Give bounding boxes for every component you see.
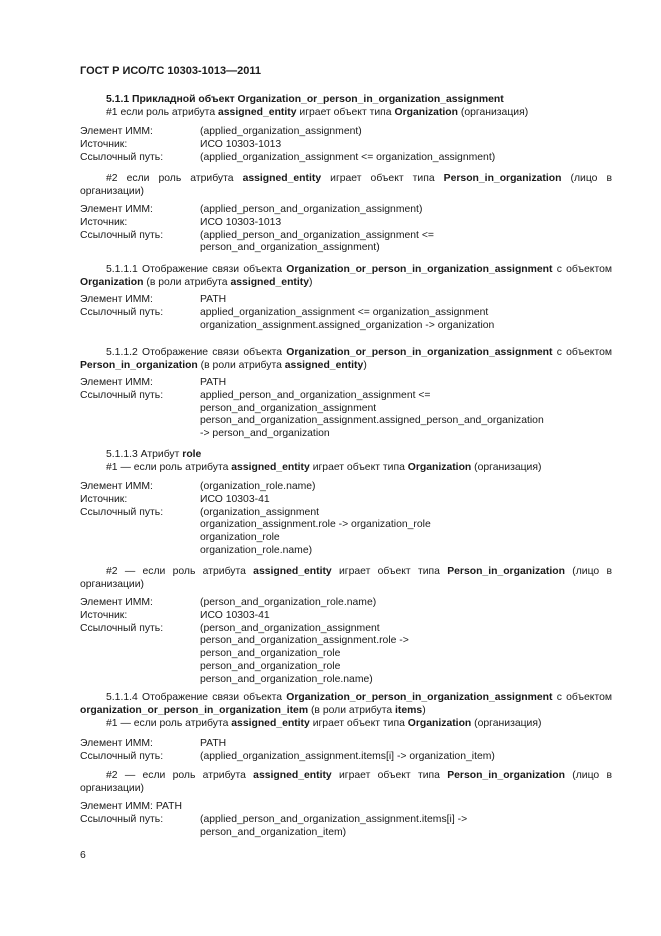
paragraph <box>80 462 612 475</box>
bold-term: Organization <box>394 107 458 118</box>
mapping-value <box>200 738 612 751</box>
mapping-row <box>80 390 612 441</box>
text-run: #2 — если роль атрибута <box>106 566 254 577</box>
mapping-table <box>80 481 612 558</box>
mapping-row <box>80 152 612 165</box>
mapping-label: Ссылочный путь: <box>80 151 164 163</box>
bold-term: assigned_entity <box>231 462 310 473</box>
text-run: 5.1.1.1 Отображение связи объекта <box>106 264 287 275</box>
section-heading-text: 5.1.1 Прикладной объект Organization_or_person_in_organization_assignment <box>106 94 504 105</box>
bold-term: Person_in_organization <box>447 770 565 781</box>
mapping-row <box>80 597 612 610</box>
mapping-value <box>200 126 612 139</box>
text-run: #1 — если роль атрибута <box>106 462 232 473</box>
mapping-row <box>80 751 612 764</box>
bold-term: assigned_entity <box>231 718 310 729</box>
mapping-value-line: person_and_organization_role <box>200 648 341 660</box>
mapping-value <box>200 597 612 610</box>
text-run: #1 — если роль атрибута <box>106 718 232 729</box>
mapping-label: Источник: <box>80 609 128 621</box>
paragraph <box>80 801 612 814</box>
paragraph <box>80 718 612 731</box>
text-run: (организация) <box>458 107 529 118</box>
text-run: ) <box>309 276 313 288</box>
mapping-value-line: applied_person_and_organization_assignment <= <box>200 389 431 401</box>
page-number: 6 <box>80 850 86 861</box>
mapping-value-line: (applied_person_and_organization_assignment.items[i] -> <box>200 814 468 825</box>
mapping-value <box>200 377 612 390</box>
bold-term: role <box>182 449 202 460</box>
bold-term: assigned_entity <box>253 566 332 577</box>
text-run: #2 — если роль атрибута <box>106 770 254 781</box>
paragraph <box>80 173 612 199</box>
mapping-value <box>200 751 612 764</box>
mapping-value-line: person_and_organization_item) <box>200 826 347 838</box>
text-run: #2 если роль атрибута <box>106 173 243 184</box>
mapping-row <box>80 738 612 751</box>
mapping-value-line: applied_organization_assignment <= organization_assignment <box>200 306 489 318</box>
mapping-label: Элемент ИММ: <box>80 738 153 749</box>
mapping-label: Элемент ИММ: <box>80 481 153 492</box>
text-run: 5.1.1.3 Атрибут <box>106 449 183 460</box>
mapping-value-line: (applied_person_and_organization_assignment <= <box>200 229 434 241</box>
bold-term: assigned_entity <box>284 359 364 371</box>
mapping-value <box>200 230 612 256</box>
text-run: ) <box>363 359 367 371</box>
mapping-value-line: (applied_person_and_organization_assignment) <box>200 204 423 215</box>
mapping-row <box>80 307 612 333</box>
mapping-label: Элемент ИММ: <box>80 597 153 608</box>
mapping-label: Ссылочный путь: <box>80 814 164 825</box>
paragraph <box>80 449 612 462</box>
mapping-value-line: ИСО 10303-41 <box>200 609 270 621</box>
mapping-value <box>200 139 612 152</box>
mapping-label: Элемент ИММ: <box>80 204 153 215</box>
mapping-value-line: person_and_organization_assignment.assigned_person_and_organization <box>200 415 544 427</box>
mapping-row <box>80 507 612 558</box>
text-run: с объектом <box>552 692 613 703</box>
mapping-value <box>200 507 612 558</box>
paragraph <box>80 566 612 592</box>
mapping-row <box>80 481 612 494</box>
mapping-value-line: person_and_organization_role <box>200 660 341 672</box>
paragraph <box>80 347 612 373</box>
mapping-value-line: PATH <box>200 377 227 388</box>
text-run: (лицо в организации) <box>80 566 612 590</box>
mapping-value <box>200 217 612 230</box>
mapping-label: Ссылочный путь: <box>80 506 164 518</box>
mapping-row <box>80 610 612 623</box>
bold-term: Person_in_organization <box>447 566 565 577</box>
mapping-label: Элемент ИММ: <box>80 126 153 137</box>
bold-term: organization_or_person_in_organization_item <box>80 704 309 716</box>
mapping-value-line: PATH <box>200 294 227 305</box>
mapping-table <box>80 377 612 441</box>
bold-term: Organization <box>407 462 472 473</box>
mapping-value-line: person_and_organization_assignment) <box>200 242 380 254</box>
bold-term: Organization <box>80 276 144 288</box>
mapping-row <box>80 494 612 507</box>
mapping-value <box>200 481 612 494</box>
mapping-value <box>200 294 612 307</box>
paragraph <box>80 264 612 290</box>
text-run: Элемент ИММ: PATH <box>80 801 182 812</box>
bold-term: Organization_or_person_in_organization_assignment <box>286 264 553 275</box>
paragraph <box>80 770 612 796</box>
mapping-label: Источник: <box>80 493 128 505</box>
text-run: 5.1.1.2 Отображение связи объекта <box>106 347 287 358</box>
bold-term: Person_in_organization <box>443 173 562 184</box>
mapping-value-line: organization_role <box>200 532 280 544</box>
text-run: (в роли атрибута <box>308 704 396 716</box>
mapping-table <box>80 597 612 687</box>
mapping-label: Ссылочный путь: <box>80 306 164 318</box>
mapping-value <box>200 307 612 333</box>
mapping-value-line: -> person_and_organization <box>200 428 330 440</box>
text-run: (лицо в организации) <box>80 770 612 794</box>
mapping-value-line: person_and_organization_assignment.role -> <box>200 635 409 647</box>
mapping-row <box>80 377 612 390</box>
mapping-row <box>80 814 612 840</box>
mapping-row <box>80 139 612 152</box>
mapping-value <box>200 152 612 165</box>
mapping-row <box>80 204 612 217</box>
mapping-value-line: organization_assignment.role -> organization_role <box>200 519 431 531</box>
mapping-label: Ссылочный путь: <box>80 229 164 241</box>
text-run: (организация) <box>471 718 542 729</box>
text-run: (лицо в организации) <box>80 173 612 197</box>
text-run: с объектом <box>552 264 613 275</box>
mapping-value-line: PATH <box>200 738 227 749</box>
text-run: с объектом <box>552 347 613 358</box>
bold-term: Organization_or_person_in_organization_assignment <box>286 692 553 703</box>
mapping-value-line: (organization_role.name) <box>200 481 316 492</box>
mapping-value <box>200 204 612 217</box>
mapping-label: Ссылочный путь: <box>80 389 164 401</box>
mapping-value-line: person_and_organization_role.name) <box>200 673 373 685</box>
mapping-label: Элемент ИММ: <box>80 294 153 305</box>
mapping-value <box>200 610 612 623</box>
bold-term: Organization <box>407 718 472 729</box>
mapping-value-line: organization_assignment.assigned_organization -> organization <box>200 319 495 331</box>
mapping-value <box>200 814 612 840</box>
text-run: играет объект типа <box>296 107 395 118</box>
mapping-table <box>80 738 612 764</box>
mapping-table <box>80 126 612 164</box>
text-run: играет объект типа <box>321 173 444 184</box>
text-run: (в роли атрибута <box>197 359 285 371</box>
text-run: (организация) <box>471 462 542 473</box>
mapping-table <box>80 814 612 840</box>
bold-term: Person_in_organization <box>80 359 198 371</box>
text-run: играет объект типа <box>331 566 448 577</box>
mapping-value <box>200 623 612 687</box>
mapping-value-line: (applied_organization_assignment.items[i] -> organization_item) <box>200 750 495 762</box>
mapping-label: Источник: <box>80 138 128 150</box>
text-run: #1 если роль атрибута <box>106 107 218 118</box>
mapping-value <box>200 494 612 507</box>
mapping-row <box>80 230 612 256</box>
mapping-value-line: organization_role.name) <box>200 544 313 556</box>
text-run: играет объект типа <box>309 718 408 729</box>
section-heading <box>80 94 612 107</box>
mapping-value-line: ИСО 10303-41 <box>200 493 270 505</box>
mapping-table <box>80 204 612 255</box>
document-header: ГОСТ Р ИСО/ТС 10303-1013—2011 <box>80 65 261 77</box>
mapping-value-line: ИСО 10303-1013 <box>200 138 282 150</box>
mapping-value <box>200 390 612 441</box>
bold-term: assigned_entity <box>253 770 332 781</box>
paragraph <box>80 692 612 718</box>
paragraph <box>80 107 612 120</box>
mapping-label: Элемент ИММ: <box>80 377 153 388</box>
text-run: играет объект типа <box>309 462 408 473</box>
bold-term: assigned_entity <box>230 276 310 288</box>
mapping-value-line: person_and_organization_assignment <box>200 402 377 414</box>
bold-term: assigned_entity <box>242 173 322 184</box>
text-run: ) <box>422 704 426 716</box>
mapping-row <box>80 126 612 139</box>
mapping-value-line: (person_and_organization_assignment <box>200 622 380 634</box>
text-run: играет объект типа <box>331 770 448 781</box>
bold-term: assigned_entity <box>217 107 297 118</box>
mapping-row <box>80 623 612 687</box>
mapping-value-line: ИСО 10303-1013 <box>200 216 282 228</box>
mapping-value-line: (applied_organization_assignment) <box>200 126 362 137</box>
bold-term: items <box>395 704 423 716</box>
mapping-value-line: (organization_assignment <box>200 506 319 518</box>
mapping-row <box>80 294 612 307</box>
text-run: 5.1.1.4 Отображение связи объекта <box>106 692 287 703</box>
mapping-table <box>80 294 612 332</box>
bold-term: Organization_or_person_in_organization_assignment <box>286 347 553 358</box>
mapping-label: Ссылочный путь: <box>80 622 164 634</box>
mapping-row <box>80 217 612 230</box>
mapping-value-line: (person_and_organization_role.name) <box>200 597 377 608</box>
text-run: (в роли атрибута <box>143 276 231 288</box>
mapping-value-line: (applied_organization_assignment <= organization_assignment) <box>200 151 496 163</box>
mapping-label: Ссылочный путь: <box>80 750 164 762</box>
mapping-label: Источник: <box>80 216 128 228</box>
